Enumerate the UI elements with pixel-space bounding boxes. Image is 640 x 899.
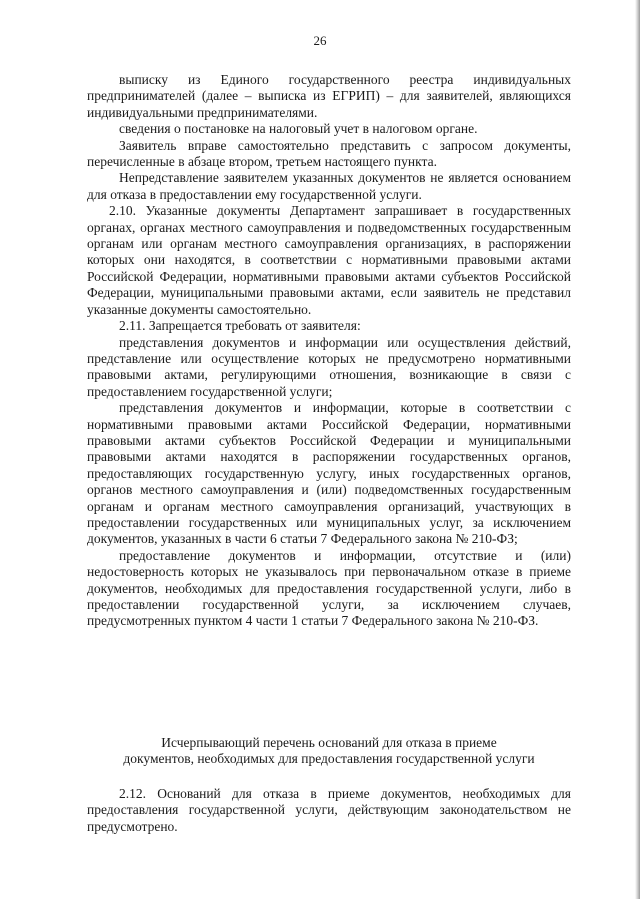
section-heading-line-1: Исчерпывающий перечень оснований для отказа в приеме — [161, 735, 497, 750]
document-body — [87, 72, 571, 630]
paragraph-non-submission: Непредставление заявителем указанных документов не является основанием для отказа в предоставлении ему государственной услуги. — [87, 170, 571, 202]
section-heading — [87, 735, 571, 768]
final-section — [87, 786, 571, 835]
paragraph-clause-2-10: 2.10. Указанные документы Департамент запрашивает в государственных органах, органах местного самоуправления и подведомственных государственным органам или органам местного самоуправления организациях, в распоряжении которых они находятся, в соответствии с нормативными правовыми актами Российской Федерации, нормативными правовыми актами субъектов Российской Федерации, муниципальными правовыми актами, если заявитель не представил указанные документы самостоятельно. — [87, 203, 571, 317]
scan-edge-shadow — [635, 0, 640, 899]
section-heading-line-2: документов, необходимых для предоставления государственной услуги — [123, 751, 535, 767]
paragraph-prohibition-1: представления документов и информации или осуществления действий, представление или осуществление которых не предусмотрено нормативными правовыми актами, регулирующими отношения, возникающие в связи с предоставлением государственной услуги; — [87, 334, 571, 399]
paragraph-clause-2-11: 2.11. Запрещается требовать от заявителя: — [119, 318, 361, 334]
paragraph-tax-registration: сведения о постановке на налоговый учет в налоговом органе. — [119, 121, 478, 137]
paragraph-prohibition-3: предоставление документов и информации, отсутствие и (или) недостоверность которых не указывалось при первоначальном отказе в приеме документов, необходимых для предоставления государственной услуги, либо в предоставлении государственной услуги, за исключением случаев, предусмотренных пунктом 4 части 1 статьи 7 Федерального закона № 210-ФЗ. — [87, 547, 571, 629]
page-number: 26 — [313, 33, 327, 48]
paragraph-egrip-extract: выписку из Единого государственного реестра индивидуальных предпринимателей (далее – выписка из ЕГРИП) – для заявителей, являющихся индивидуальными предпринимателями. — [87, 72, 571, 120]
paragraph-applicant-right: Заявитель вправе самостоятельно представить с запросом документы, перечисленные в абзаце втором, третьем настоящего пункта. — [87, 137, 571, 170]
paragraph-prohibition-2: представления документов и информации, которые в соответствии с нормативными правовыми актами Российской Федерации, нормативными правовыми актами субъектов Российской Федерации и муниципальными правовыми актами находятся в распоряжении государственных органов, предоставляющих государственную услугу, иных государственных органов, органов местного самоуправления и (или) подведомственных государственным органам и органам местного самоуправления организаций, участвующих в предоставлении государственных или муниципальных услуг, за исключением документов, указанных в части 6 статьи 7 Федерального закона № 210-ФЗ; — [87, 400, 571, 547]
paragraph-clause-2-12: 2.12. Оснований для отказа в приеме документов, необходимых для предоставления государственной услуги, действующим законодательством не предусмотрено. — [87, 786, 571, 834]
